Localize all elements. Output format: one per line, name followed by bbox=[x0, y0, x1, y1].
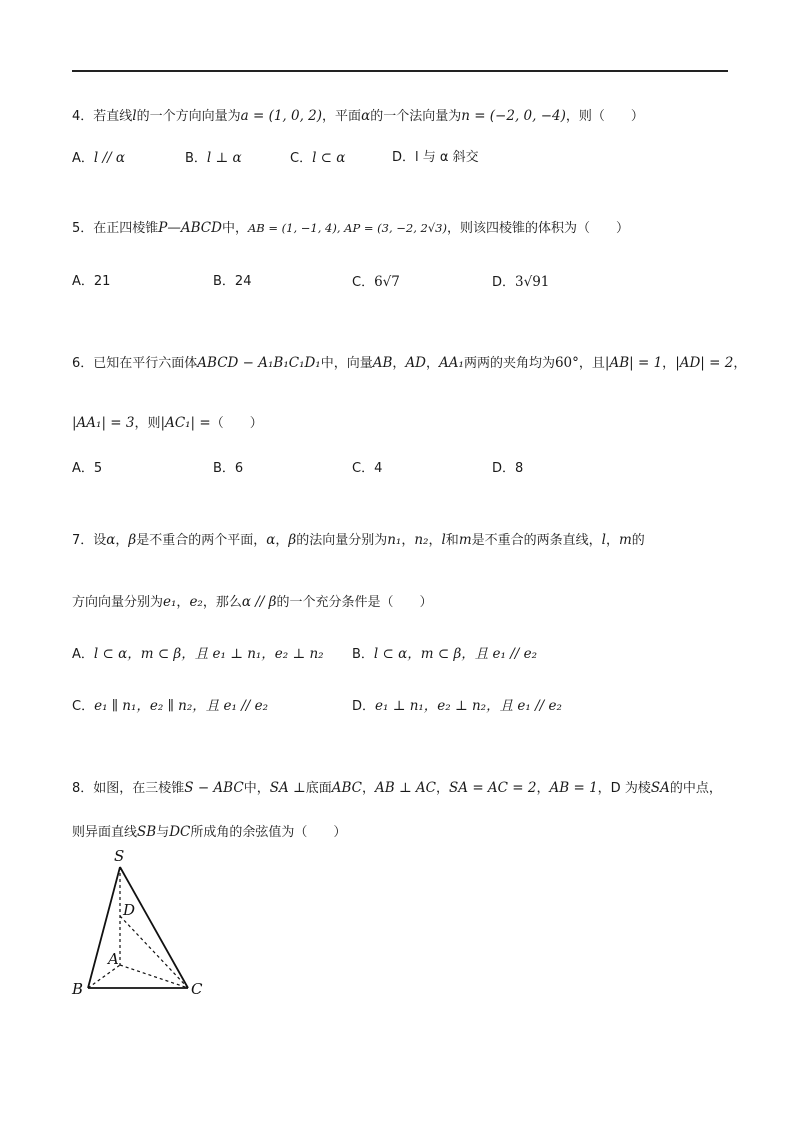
q6-vector-ab: AB bbox=[372, 355, 393, 371]
q8-text: 中， bbox=[243, 781, 270, 796]
q7-n2: n₂ bbox=[414, 532, 429, 548]
q4-plane-symbol: α bbox=[361, 108, 371, 124]
q6-condition: |AB| = 1 bbox=[604, 355, 663, 371]
q6-text: 6．已知在平行六面体 bbox=[72, 356, 198, 371]
q5-option-a[interactable] bbox=[72, 272, 110, 292]
option-text: l ⊂ α，m ⊂ β，且 e₁ // e₂ bbox=[373, 646, 538, 662]
q8-line-dc: DC bbox=[169, 824, 191, 840]
q8-line-sb: SB bbox=[137, 824, 157, 840]
q7-text: 的 bbox=[631, 533, 645, 548]
q8-condition: SA = AC = 2 bbox=[449, 780, 537, 796]
edge-sb bbox=[88, 867, 120, 988]
pyramid-figure bbox=[70, 845, 210, 995]
q6-question: |AC₁| = bbox=[160, 415, 211, 431]
q7-line-m: m bbox=[458, 532, 472, 548]
label-c: C bbox=[191, 980, 203, 995]
header-rule bbox=[72, 70, 728, 72]
q6-option-c[interactable] bbox=[352, 459, 382, 479]
q6-text: ， bbox=[733, 356, 747, 371]
q5-pyramid: P—ABCD bbox=[158, 220, 222, 236]
option-label: B． bbox=[352, 647, 374, 662]
q6-stem-line1 bbox=[72, 353, 746, 374]
option-label: D． bbox=[392, 150, 416, 165]
q8-stem-line2 bbox=[72, 822, 346, 843]
q7-option-a[interactable] bbox=[72, 644, 324, 665]
option-label: C． bbox=[352, 275, 375, 290]
q7-alpha: α bbox=[266, 532, 276, 548]
q7-n1: n₁ bbox=[387, 532, 402, 548]
option-text: l 与 α 斜交 bbox=[415, 150, 479, 165]
option-label: A． bbox=[72, 461, 94, 476]
q6-condition: |AA₁| = 3 bbox=[72, 415, 135, 431]
q6-option-d[interactable] bbox=[492, 459, 523, 479]
option-label: C． bbox=[352, 461, 375, 476]
q7-text: ， bbox=[401, 533, 415, 548]
option-text: l // α bbox=[93, 150, 126, 166]
q7-text: ， bbox=[115, 533, 129, 548]
option-label: D． bbox=[352, 699, 376, 714]
label-b: B bbox=[72, 980, 84, 995]
option-text: 3√91 bbox=[515, 274, 550, 290]
option-label: C． bbox=[290, 151, 313, 166]
q6-text: ，且 bbox=[578, 356, 605, 371]
q4-text: 的一个法向量为 bbox=[370, 109, 462, 124]
q4-text: ，则（ ） bbox=[565, 109, 644, 124]
option-text: 4 bbox=[374, 461, 383, 476]
q7-text: ， bbox=[275, 533, 289, 548]
q6-text: ， bbox=[426, 356, 440, 371]
option-text: e₁ ⊥ n₁，e₂ ⊥ n₂，且 e₁ // e₂ bbox=[375, 698, 562, 714]
q8-text: 的中点， bbox=[669, 781, 722, 796]
q4-text: 4．若直线 bbox=[72, 109, 133, 124]
q7-e2: e₂ bbox=[189, 594, 203, 610]
q5-vectors: AB = (1, −1, 4), AP = (3, −2, 2√3) bbox=[247, 221, 447, 235]
option-label: A． bbox=[72, 647, 94, 662]
option-text: 5 bbox=[93, 461, 103, 476]
q5-option-b[interactable] bbox=[213, 272, 251, 292]
q8-text: 底面 bbox=[305, 781, 332, 796]
q4-direction-vector: a = (1, 0, 2) bbox=[240, 108, 323, 124]
q8-text: ， bbox=[536, 781, 550, 796]
q6-option-a[interactable] bbox=[72, 459, 102, 479]
q7-text: ，那么 bbox=[202, 595, 242, 610]
q8-condition: AB ⊥ AC bbox=[374, 780, 437, 796]
option-text: 6√7 bbox=[374, 274, 400, 290]
label-s: S bbox=[114, 847, 125, 865]
edge-sc bbox=[120, 867, 188, 988]
q4-text: ，平面 bbox=[322, 109, 362, 124]
q5-text: 5．在正四棱锥 bbox=[72, 221, 159, 236]
q6-text: 两两的夹角均为 bbox=[463, 356, 555, 371]
option-label: B． bbox=[213, 461, 235, 476]
q7-text: 7．设 bbox=[72, 533, 107, 548]
q8-text: 所成角的余弦值为（ ） bbox=[190, 825, 347, 840]
q6-text: ， bbox=[392, 356, 406, 371]
q6-text: ， bbox=[662, 356, 676, 371]
q6-vector-ad: AD bbox=[405, 355, 427, 371]
option-label: C． bbox=[72, 699, 95, 714]
q8-text: ，D 为棱 bbox=[597, 781, 651, 796]
q4-normal-vector: n = (−2, 0, −4) bbox=[461, 108, 566, 124]
q8-text: ， bbox=[361, 781, 375, 796]
option-text: l ⊂ α bbox=[312, 150, 346, 166]
option-label: B． bbox=[213, 274, 235, 289]
q7-option-b[interactable] bbox=[352, 644, 537, 665]
q8-text: 则异面直线 bbox=[72, 825, 138, 840]
q7-line-l: l bbox=[601, 532, 606, 548]
label-a: A bbox=[108, 950, 119, 968]
q6-stem-line2 bbox=[72, 413, 263, 434]
q5-option-d[interactable] bbox=[492, 272, 549, 293]
q6-angle: 60° bbox=[554, 355, 579, 371]
q7-text: ， bbox=[605, 533, 619, 548]
option-label: D． bbox=[492, 461, 516, 476]
q7-beta: β bbox=[128, 532, 137, 548]
q7-beta: β bbox=[288, 532, 297, 548]
q8-base: ABC bbox=[331, 780, 362, 796]
label-d: D bbox=[123, 901, 136, 919]
q6-text: 中，向量 bbox=[320, 356, 373, 371]
q7-option-c[interactable] bbox=[72, 696, 268, 717]
q7-text: 是不重合的两条直线， bbox=[471, 533, 602, 548]
option-text: l ⊥ α bbox=[206, 150, 242, 166]
q8-edge-sa: SA bbox=[650, 780, 670, 796]
q4-text: 的一个方向向量为 bbox=[136, 109, 241, 124]
q7-text: 是不重合的两个平面， bbox=[136, 533, 267, 548]
q6-text: ，则 bbox=[134, 416, 161, 431]
q4-option-c[interactable] bbox=[290, 148, 345, 169]
option-label: B． bbox=[185, 151, 207, 166]
q7-e1: e₁ bbox=[163, 594, 177, 610]
q6-solid: ABCD − A₁B₁C₁D₁ bbox=[197, 355, 321, 371]
option-text: l ⊂ α，m ⊂ β，且 e₁ ⊥ n₁，e₂ ⊥ n₂ bbox=[93, 646, 324, 662]
option-label: A． bbox=[72, 151, 94, 166]
q7-text: ， bbox=[176, 595, 190, 610]
q7-text: 方向向量分别为 bbox=[72, 595, 164, 610]
option-text: e₁ ∥ n₁，e₂ ∥ n₂，且 e₁ // e₂ bbox=[94, 698, 269, 714]
q4-option-d[interactable] bbox=[392, 148, 479, 168]
q8-condition: SA ⊥ bbox=[269, 780, 306, 796]
q5-text: ，则该四棱锥的体积为（ ） bbox=[446, 221, 629, 236]
q6-vector-aa1: AA₁ bbox=[439, 355, 464, 371]
option-text: 21 bbox=[93, 274, 111, 289]
q8-stem-line1 bbox=[72, 778, 722, 799]
q6-option-b[interactable] bbox=[213, 459, 243, 479]
q7-text: ， bbox=[428, 533, 442, 548]
q7-condition: α // β bbox=[241, 594, 277, 610]
q6-text: （ ） bbox=[210, 416, 263, 431]
q4-stem bbox=[72, 106, 644, 127]
q7-line-l: l bbox=[441, 532, 446, 548]
q7-stem-line1 bbox=[72, 530, 645, 551]
q8-text: 与 bbox=[156, 825, 170, 840]
option-label: A． bbox=[72, 274, 94, 289]
q7-option-d[interactable] bbox=[352, 696, 562, 717]
q8-text: 8．如图，在三棱锥 bbox=[72, 781, 185, 796]
q7-text: 和 bbox=[445, 533, 459, 548]
q4-option-a[interactable] bbox=[72, 148, 125, 169]
option-text: 8 bbox=[515, 461, 524, 476]
q7-line-m: m bbox=[618, 532, 632, 548]
q5-option-c[interactable] bbox=[352, 272, 400, 293]
q8-condition: AB = 1 bbox=[549, 780, 598, 796]
q7-alpha: α bbox=[106, 532, 116, 548]
q4-option-b[interactable] bbox=[185, 148, 242, 169]
q8-pyramid: S − ABC bbox=[184, 780, 244, 796]
q4-line-symbol: l bbox=[132, 108, 137, 124]
q6-condition: |AD| = 2 bbox=[675, 355, 734, 371]
q8-text: ， bbox=[436, 781, 450, 796]
q7-stem-line2 bbox=[72, 592, 432, 613]
q5-text: 中， bbox=[221, 221, 248, 236]
q7-text: 的法向量分别为 bbox=[296, 533, 388, 548]
option-text: 6 bbox=[234, 461, 244, 476]
q5-stem bbox=[72, 218, 629, 239]
option-label: D． bbox=[492, 275, 516, 290]
q7-text: 的一个充分条件是（ ） bbox=[276, 595, 433, 610]
option-text: 24 bbox=[234, 274, 252, 289]
